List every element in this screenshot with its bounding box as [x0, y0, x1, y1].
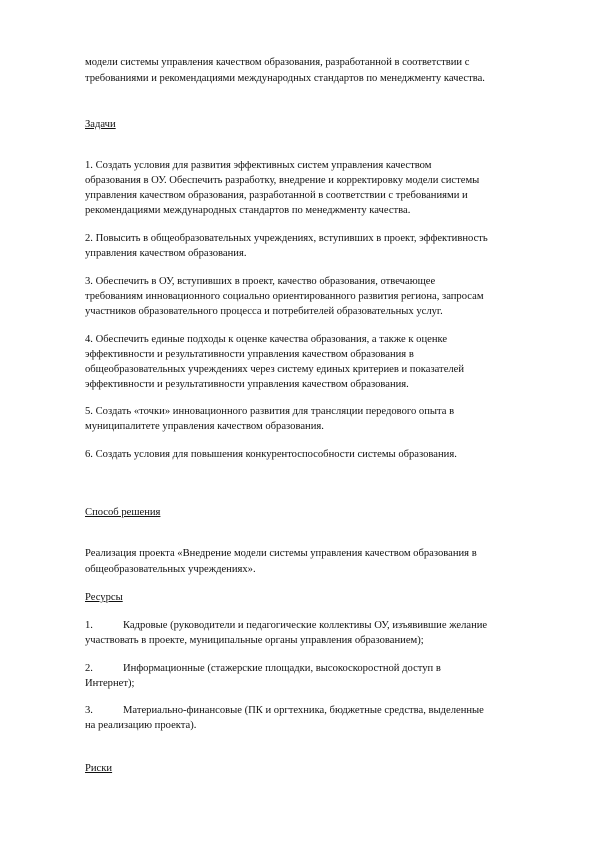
- resource-text: участвовать в проекте, муниципальные органы управления образованием);: [85, 635, 424, 646]
- task-line: 3. Обеспечить в ОУ, вступивших в проект, качество образования, отвечающее: [85, 276, 436, 287]
- task-line: эффективности и результативности управления качеством образования.: [85, 379, 409, 390]
- tasks-heading: Задачи: [85, 119, 116, 130]
- risks-heading: Риски: [85, 763, 113, 774]
- method-heading: Способ решения: [85, 507, 161, 518]
- resource-text: Информационные (стажерские площадки, высокоскоростной доступ в: [123, 663, 441, 674]
- method-line: Реализация проекта «Внедрение модели системы управления качеством образования в: [85, 548, 477, 559]
- task-line: муниципалитете управления качеством образования.: [85, 421, 324, 432]
- resource-number: 3.: [85, 705, 93, 716]
- task-line: управления качеством образования.: [85, 248, 247, 259]
- intro-line: модели системы управления качеством образования, разработанной в соответствии с: [85, 57, 470, 68]
- task-line: участников образовательного процесса и потребителей образовательных услуг.: [85, 306, 443, 317]
- intro-line: требованиями и рекомендациями международных стандартов по менеджменту качества.: [85, 73, 485, 84]
- resource-number: 2.: [85, 663, 93, 674]
- task-line: общеобразовательных учреждениях через систему единых критериев и показателей: [85, 364, 465, 375]
- method-line: общеобразовательных учреждениях».: [85, 564, 256, 575]
- task-line: управления качеством образования, разработанной в соответствии с требованиями и: [85, 190, 468, 201]
- resource-text: Кадровые (руководители и педагогические коллективы ОУ, изъявившие желание: [123, 620, 488, 631]
- task-line: образования в ОУ. Обеспечить разработку, внедрение и корректировку модели системы: [85, 175, 480, 186]
- task-line: эффективности и результативности управления качеством образования в: [85, 349, 414, 360]
- task-line: требованиям инновационного социально ориентированного развития региона, запросам: [85, 291, 484, 302]
- resource-text: на реализацию проекта).: [85, 720, 197, 731]
- resources-heading: Ресурсы: [85, 592, 123, 603]
- resource-number: 1.: [85, 620, 93, 631]
- resource-text: Интернет);: [85, 678, 135, 689]
- task-line: 5. Создать «точки» инновационного развития для трансляции передового опыта в: [85, 406, 455, 417]
- task-line: 2. Повысить в общеобразовательных учреждениях, вступивших в проект, эффективность: [85, 233, 488, 244]
- task-line: 4. Обеспечить единые подходы к оценке качества образования, а также к оценке: [85, 334, 448, 345]
- task-line: 6. Создать условия для повышения конкурентоспособности системы образования.: [85, 449, 457, 460]
- task-line: рекомендациями международных стандартов по менеджменту качества.: [85, 205, 411, 216]
- task-line: 1. Создать условия для развития эффективных систем управления качеством: [85, 160, 432, 171]
- resource-text: Материально-финансовые (ПК и оргтехника, бюджетные средства, выделенные: [123, 705, 484, 716]
